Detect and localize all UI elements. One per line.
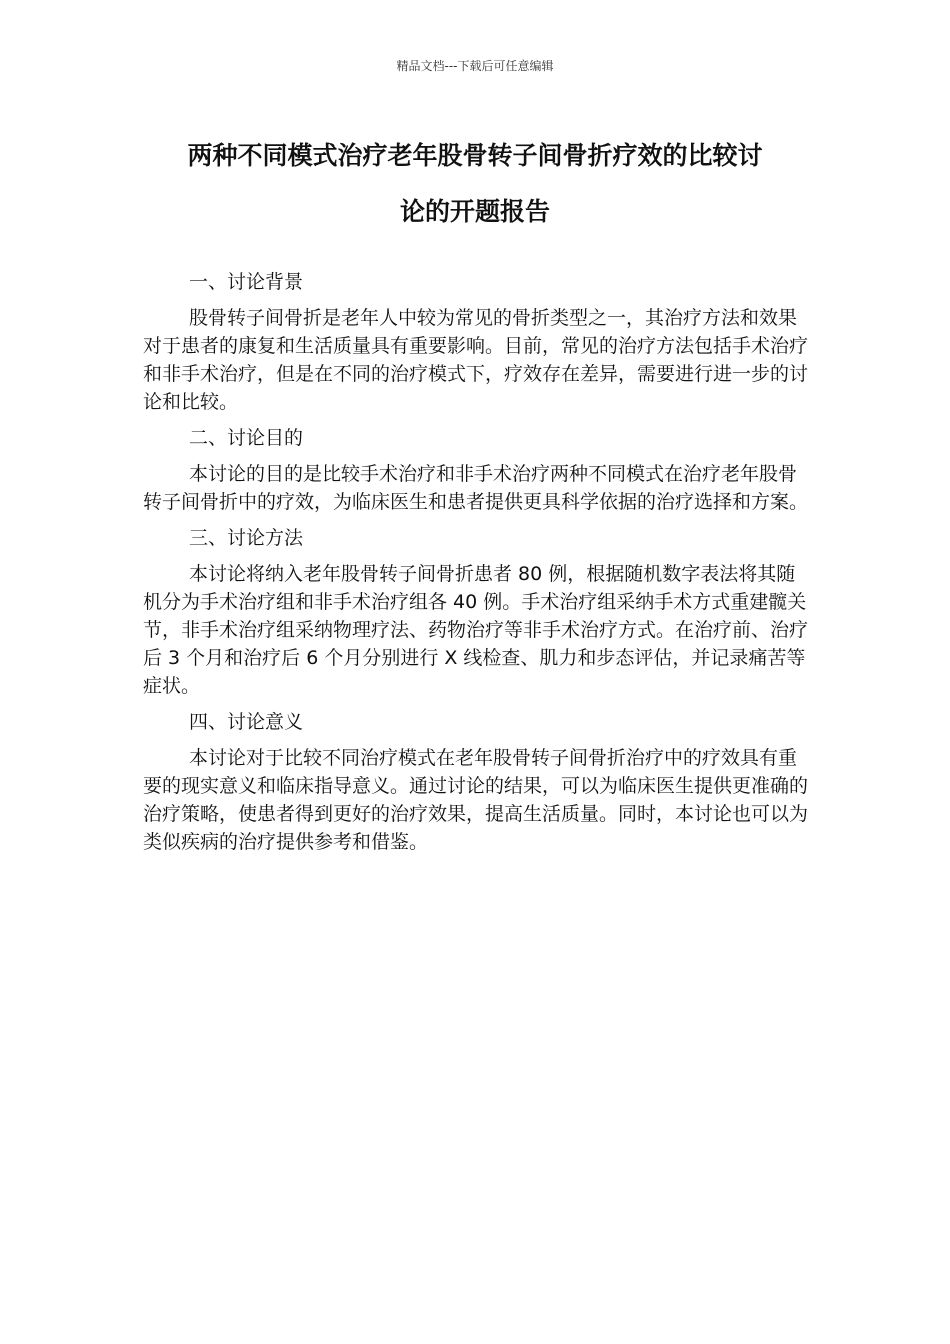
title-line-2: 论的开题报告 — [399, 197, 550, 226]
header-note: 精品文档---下载后可任意编辑 — [396, 59, 554, 73]
section-heading-significance: 四、讨论意义 — [189, 711, 304, 733]
document-title — [140, 128, 810, 240]
section-body-significance: 本讨论对于比较不同治疗模式在老年股骨转子间骨折治疗中的疗效具有重要的现实意义和临床指导意义。通过讨论的结果，可以为临床医生提供更准确的治疗策略，使患者得到更好的治疗效果，提高生活质量。同时，本讨论也可以为类似疾病的治疗提供参考和借鉴。 — [143, 747, 809, 853]
section-heading-background: 一、讨论背景 — [189, 271, 304, 293]
section-heading-method: 三、讨论方法 — [189, 527, 304, 549]
section-body-background: 股骨转子间骨折是老年人中较为常见的骨折类型之一，其治疗方法和效果对于患者的康复和生活质量具有重要影响。目前，常见的治疗方法包括手术治疗和非手术治疗，但是在不同的治疗模式下，疗效存在差异，需要进行进一步的讨论和比较。 — [143, 307, 809, 413]
section-heading-purpose: 二、讨论目的 — [189, 427, 304, 449]
section-body-purpose: 本讨论的目的是比较手术治疗和非手术治疗两种不同模式在治疗老年股骨转子间骨折中的疗效，为临床医生和患者提供更具科学依据的治疗选择和方案。 — [143, 463, 809, 513]
document-content — [143, 268, 808, 864]
title-line-1: 两种不同模式治疗老年股骨转子间骨折疗效的比较讨 — [187, 141, 763, 170]
section-body-method: 本讨论将纳入老年股骨转子间骨折患者 80 例，根据随机数字表法将其随机分为手术治疗组和非手术治疗组各 40 例。手术治疗组采纳手术方式重建髋关节，非手术治疗组采纳物理疗法、药物治疗等非手术治疗方式。在治疗前、治疗后 3 个月和治疗后 6 个月分别进行 X 线检查、肌力和步态评估，并记录痛苦等症状。 — [143, 563, 809, 697]
